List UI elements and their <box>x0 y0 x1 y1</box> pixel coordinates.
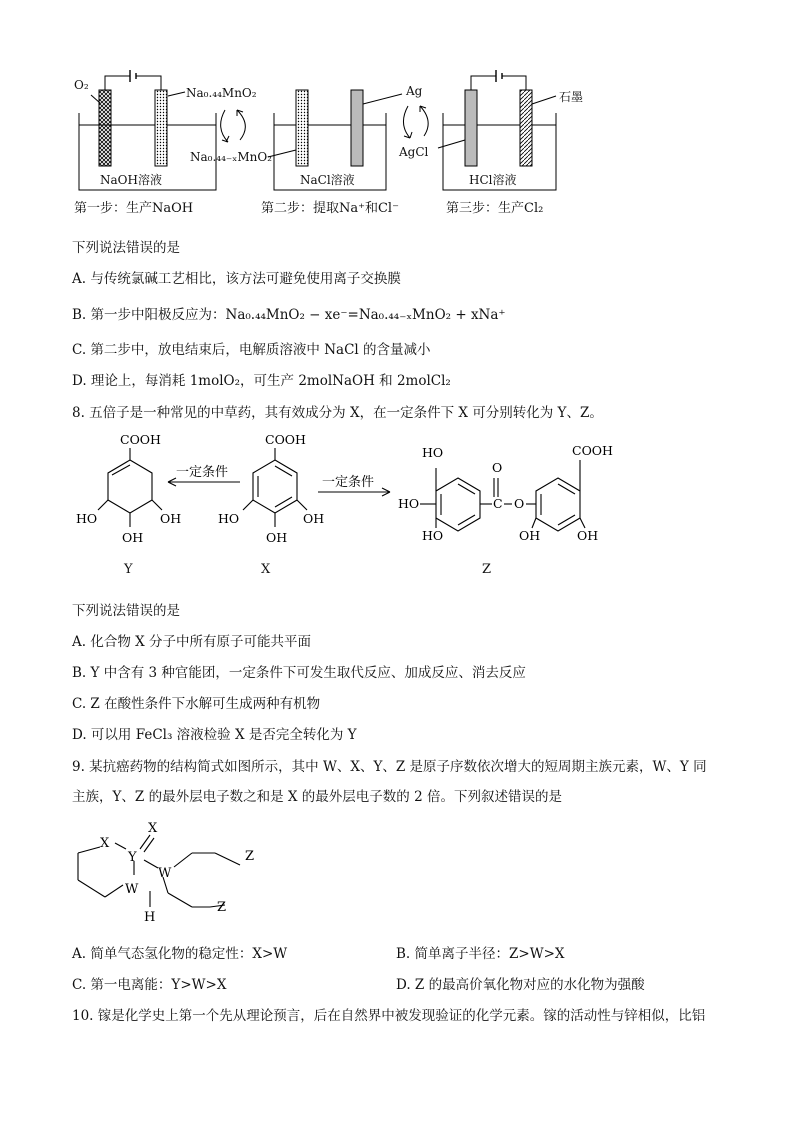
q7-option-c: C. 第二步中，放电结束后，电解质溶液中 NaCl 的含量减小 <box>72 342 431 358</box>
agcl-label: AgCl <box>399 145 429 159</box>
z-ho-top: HO <box>422 445 444 460</box>
q7-option-d: D. 理论上，每消耗 1molO₂，可生产 2molNaOH 和 2molCl₂ <box>72 373 451 389</box>
q8-option-c: C. Z 在酸性条件下水解可生成两种有机物 <box>72 696 321 712</box>
struct-y: Y <box>128 850 137 865</box>
q7-option-b: B. 第一步中阳极反应为：Na₀.₄₄MnO₂ − xe⁻=Na₀.₄₄₋ₓMnO₂ + xNa⁺ <box>72 307 506 323</box>
q9-option-d: D. Z 的最高价氧化物对应的水化物为强酸 <box>396 977 645 993</box>
cond1-text: 一定条件 <box>176 465 229 480</box>
label-y: Y <box>124 562 133 577</box>
x-oh-right: OH <box>303 511 325 526</box>
z-o-ester: O <box>514 496 525 511</box>
cycle-arrows-2 <box>403 106 428 138</box>
q8-option-d: D. 可以用 FeCl₃ 溶液检验 X 是否完全转化为 Y <box>72 727 357 743</box>
q9-structure <box>60 815 360 930</box>
na044-label: Na₀.₄₄MnO₂ <box>186 86 257 100</box>
z-ho-bottom: HO <box>422 528 444 543</box>
q7-prompt: 下列说法错误的是 <box>72 240 180 256</box>
o2-label: O₂ <box>74 78 89 92</box>
q7-option-a: A. 与传统氯碱工艺相比，该方法可避免使用离子交换膜 <box>72 271 401 287</box>
struct-w-2: W <box>125 882 139 897</box>
z-oh-bottom-right: OH <box>577 528 599 543</box>
q8-option-a: A. 化合物 X 分子中所有原子可能共平面 <box>72 634 312 650</box>
q9-option-b: B. 简单离子半径：Z>W>X <box>396 946 565 962</box>
na044x-label: Na₀.₄₄₋ₓMnO₂ <box>190 150 272 164</box>
y-oh-right: OH <box>160 511 182 526</box>
q8-prompt: 下列说法错误的是 <box>72 603 180 619</box>
cycle-arrows-1 <box>221 110 246 142</box>
label-z: Z <box>482 562 492 577</box>
struct-z-2: Z <box>217 900 227 915</box>
ag-label: Ag <box>406 84 423 98</box>
z-cooh: COOH <box>572 443 613 458</box>
q9-option-c: C. 第一电离能：Y>W>X <box>72 977 227 993</box>
y-oh-bottom: OH <box>122 530 144 545</box>
cond2-text: 一定条件 <box>322 475 375 490</box>
x-ho: HO <box>218 511 240 526</box>
q8-option-b: B. Y 中含有 3 种官能团，一定条件下可发生取代反应、加成反应、消去反应 <box>72 665 526 681</box>
sol1-label: NaOH溶液 <box>100 173 162 187</box>
struct-x-1: X <box>100 836 110 851</box>
y-ho: HO <box>76 511 98 526</box>
x-cooh: COOH <box>265 432 306 447</box>
step2-caption: 第二步：提取Na⁺和Cl⁻ <box>261 201 399 216</box>
q8-structures <box>0 430 794 580</box>
step3-caption: 第三步：生产Cl₂ <box>446 201 544 216</box>
q9-option-a: A. 简单气态氢化物的稳定性：X>W <box>72 946 288 962</box>
z-c: C <box>493 496 503 511</box>
sol2-label: NaCl溶液 <box>300 173 355 187</box>
x-oh-bottom: OH <box>266 530 288 545</box>
q9-stem-1: 9. 某抗癌药物的结构简式如图所示，其中 W、X、Y、Z 是原子序数依次增大的短周期主族元素，W、Y 同 <box>72 759 707 775</box>
y-cooh: COOH <box>120 432 161 447</box>
q9-stem-2: 主族，Y、Z 的最外层电子数之和是 X 的最外层电子数的 2 倍。下列叙述错误的是 <box>72 789 562 805</box>
z-o-carbonyl: O <box>492 460 503 475</box>
struct-w-1: W <box>158 866 172 881</box>
struct-z-1: Z <box>245 849 255 864</box>
z-oh-bottom-left: OH <box>519 528 541 543</box>
graphite-label: 石墨 <box>559 90 584 104</box>
sol3-label: HCl溶液 <box>469 173 517 187</box>
struct-x-2: X <box>148 821 158 836</box>
label-x: X <box>261 562 271 577</box>
q10-stem: 10. 镓是化学史上第一个先从理论预言，后在自然界中被发现验证的化学元素。镓的活动性与锌相似，比铝 <box>72 1008 706 1024</box>
q8-stem: 8. 五倍子是一种常见的中草药，其有效成分为 X，在一定条件下 X 可分别转化为 Y、Z。 <box>72 405 603 421</box>
struct-h: H <box>144 910 156 925</box>
z-ho-left: HO <box>398 496 420 511</box>
step1-caption: 第一步：生产NaOH <box>74 201 194 216</box>
